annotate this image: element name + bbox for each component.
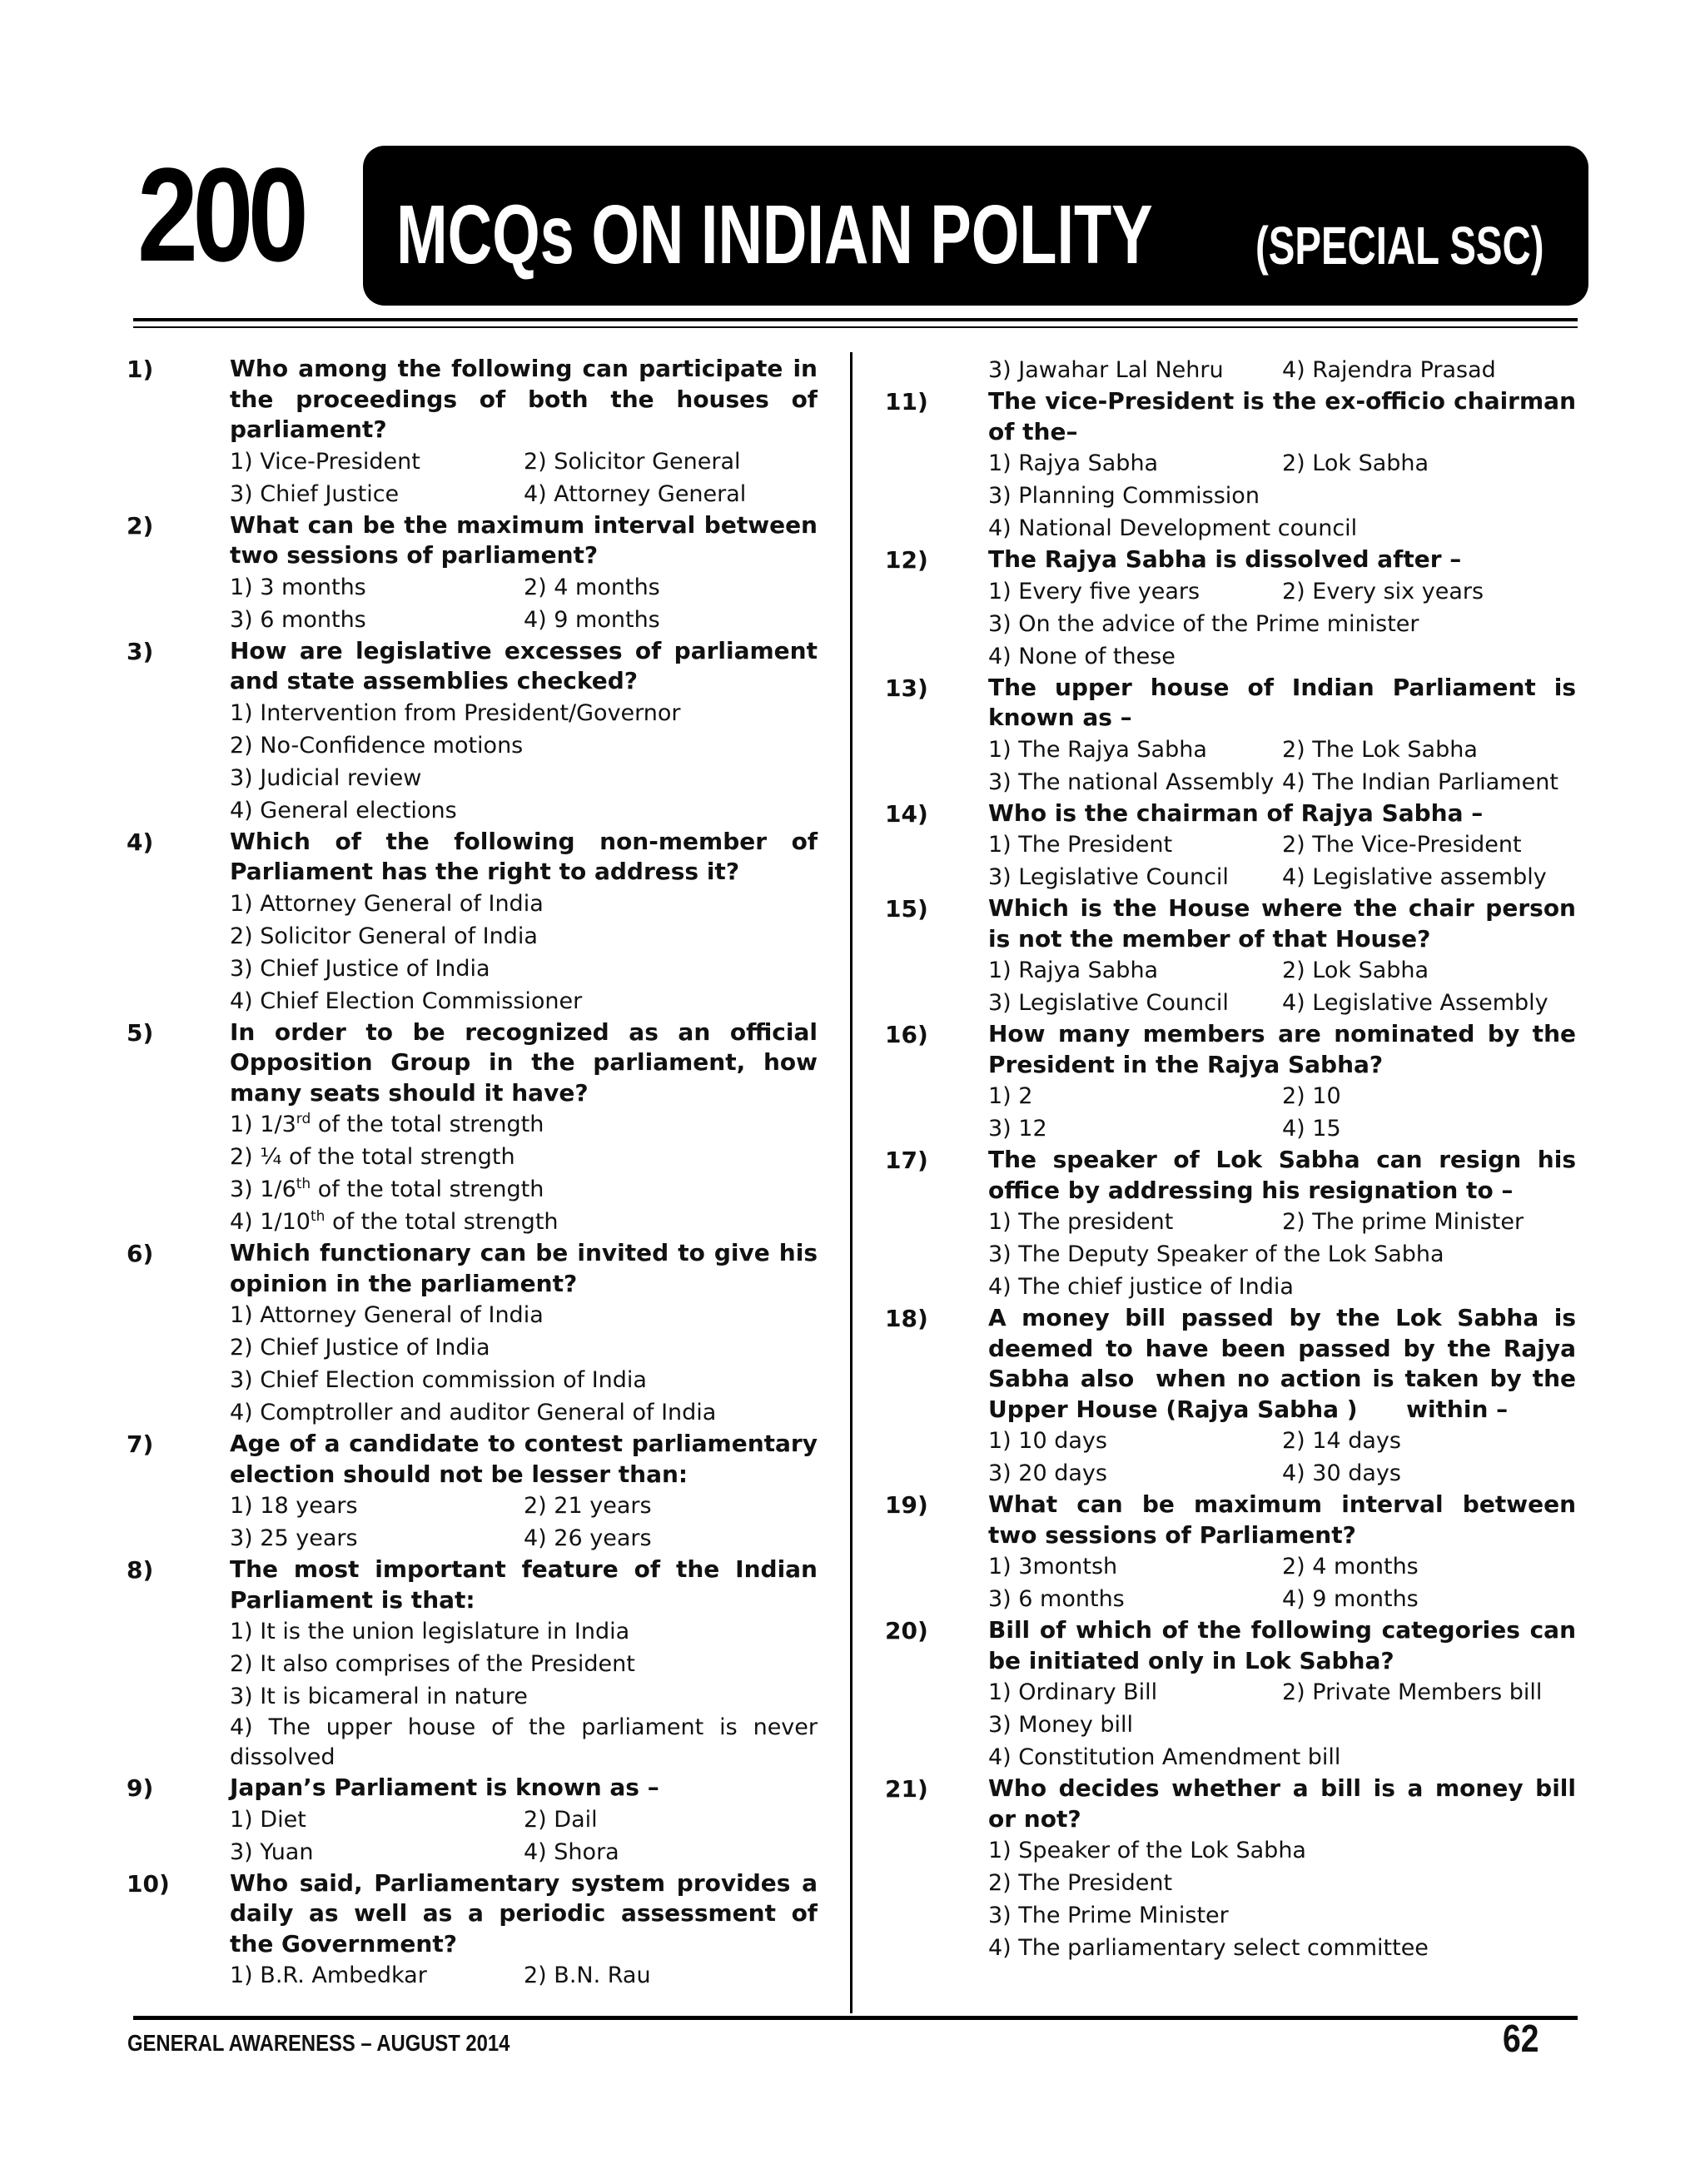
question-text: What can be the maximum interval between two sessions of parliament?	[230, 510, 818, 569]
option: 4) Legislative assembly	[1282, 864, 1547, 890]
option: 4) Legislative Assembly	[1282, 990, 1548, 1016]
option: 3) 12	[988, 1116, 1047, 1142]
option: 3) Jawahar Lal Nehru	[988, 357, 1224, 383]
option: 1) 1/3rd of the total strength	[230, 1111, 544, 1137]
question-number: 17)	[885, 1147, 928, 1174]
option: 1) 2	[988, 1083, 1033, 1109]
question-number: 8)	[127, 1556, 154, 1584]
question-text: Japan’s Parliament is known as –	[230, 1774, 659, 1801]
option: 2) It also comprises of the President	[230, 1651, 635, 1677]
option: 4) The chief justice of India	[988, 1274, 1294, 1300]
option: 2) The Lok Sabha	[1282, 736, 1478, 763]
question-19	[885, 1490, 1576, 1615]
option: 4) Rajendra Prasad	[1282, 357, 1496, 383]
option: 2) The prime Minister	[1282, 1209, 1524, 1235]
question-10-continued	[885, 354, 1576, 386]
question-number: 3)	[127, 637, 154, 665]
question-text: A money bill passed by the Lok Sabha is deemed to have been passed by the Rajya Sabha also when no action is taken by the Upper House (Rajya Sabha ) within –	[988, 1304, 1584, 1423]
left-column	[127, 354, 818, 1992]
question-15	[885, 893, 1576, 1019]
question-text: In order to be recognized as an official Opposition Group in the parliament, how many seats should it have?	[230, 1017, 818, 1107]
header-rule-thick	[133, 318, 1578, 321]
question-text: The vice-President is the ex-officio chairman of the–	[988, 387, 1576, 445]
option: 4) The upper house of the parliament is never dissolved	[230, 1714, 818, 1770]
question-2	[127, 510, 818, 636]
question-text: Who said, Parliamentary system provides a daily as well as a periodic assessment of the Government?	[230, 1868, 818, 1958]
option: 4) 1/10th of the total strength	[230, 1208, 559, 1235]
option: 1) Every five years	[988, 578, 1200, 604]
question-6	[127, 1238, 818, 1429]
right-column	[885, 354, 1584, 1964]
question-18	[885, 1303, 1584, 1490]
question-text: Which functionary can be invited to give his opinion in the parliament?	[230, 1239, 818, 1297]
question-4	[127, 827, 818, 1017]
option: 1) The Rajya Sabha	[988, 736, 1207, 763]
option: 3) Legislative Council	[988, 990, 1229, 1016]
option: 1) It is the union legislature in India	[230, 1619, 630, 1644]
option: 2) 4 months	[524, 574, 660, 600]
question-text: The speaker of Lok Sabha can resign his office by addressing his resignation to –	[988, 1146, 1576, 1204]
question-text: Which is the House where the chair person is not the member of that House?	[988, 894, 1576, 953]
question-number: 20)	[885, 1617, 928, 1644]
question-number: 14)	[885, 799, 928, 828]
question-text: Bill of which of the following categories can be initiated only in Lok Sabha?	[988, 1616, 1576, 1674]
question-number: 10)	[127, 1869, 170, 1898]
page-number: 62	[1503, 2017, 1539, 2060]
option: 3) Chief Election commission of India	[230, 1367, 647, 1393]
question-5	[127, 1017, 818, 1239]
question-number: 15)	[885, 895, 928, 923]
option: 4) 15	[1282, 1116, 1341, 1142]
question-21	[885, 1774, 1576, 1964]
question-3	[127, 636, 818, 827]
option: 2) Chief Justice of India	[230, 1335, 490, 1361]
option: 3) Legislative Council	[988, 864, 1229, 890]
question-text: What can be maximum interval between two sessions of Parliament?	[988, 1490, 1576, 1549]
question-number: 13)	[885, 674, 928, 702]
option: 1) Attorney General of India	[230, 890, 544, 917]
option: 1) Rajya Sabha	[988, 958, 1159, 983]
question-number: 9)	[127, 1774, 154, 1802]
question-text: The upper house of Indian Parliament is known as –	[988, 673, 1576, 731]
column-divider	[850, 352, 852, 2013]
question-number: 4)	[127, 828, 154, 856]
question-number: 19)	[885, 1491, 928, 1519]
question-text: Who among the following can participate in the proceedings of both the houses of parliament?	[230, 355, 818, 443]
option: 4) General elections	[230, 797, 457, 823]
option: 3) On the advice of the Prime minister	[988, 610, 1419, 637]
question-12	[885, 545, 1576, 673]
question-14	[885, 798, 1576, 894]
header-rule-thin	[133, 326, 1578, 328]
question-7	[127, 1429, 818, 1555]
question-number: 18)	[885, 1305, 928, 1332]
option: 4) Shora	[524, 1838, 619, 1865]
option: 2) ¼ of the total strength	[230, 1144, 515, 1170]
option: 2) Solicitor General of India	[230, 923, 538, 949]
option: 2) 10	[1282, 1083, 1341, 1109]
option: 3) Chief Justice of India	[230, 955, 490, 982]
option: 4) 26 years	[524, 1525, 652, 1551]
question-text: The Rajya Sabha is dissolved after –	[988, 545, 1462, 573]
option: 3) 6 months	[230, 606, 366, 633]
question-text: How many members are nominated by the President in the Rajya Sabha?	[988, 1020, 1576, 1078]
option: 3) Yuan	[230, 1838, 314, 1865]
option: 4) None of these	[988, 643, 1176, 669]
option: 1) Rajya Sabha	[988, 450, 1159, 476]
option: 4) Attorney General	[524, 480, 747, 507]
option: 1) The President	[988, 832, 1173, 858]
question-13	[885, 673, 1576, 798]
option: 2) 14 days	[1282, 1428, 1401, 1454]
option: 1) 3montsh	[988, 1554, 1118, 1580]
question-1	[127, 354, 818, 510]
option: 1) Speaker of the Lok Sabha	[988, 1838, 1306, 1863]
question-text: How are legislative excesses of parliament and state assemblies checked?	[230, 636, 818, 694]
question-9	[127, 1773, 818, 1868]
option: 4) Constitution Amendment bill	[988, 1744, 1341, 1770]
option: 2) 21 years	[524, 1493, 652, 1519]
footer-rule	[133, 2016, 1578, 2020]
option: 3) 20 days	[988, 1460, 1107, 1486]
question-text: Age of a candidate to contest parliamentary election should not be lesser than:	[230, 1430, 818, 1488]
question-text: Which of the following non-member of Parliament has the right to address it?	[230, 827, 818, 885]
question-16	[885, 1019, 1576, 1145]
question-number: 16)	[885, 1021, 928, 1048]
header-title: MCQs ON INDIAN POLITY	[396, 188, 1153, 281]
option: 3) 25 years	[230, 1525, 358, 1551]
question-number: 1)	[127, 356, 154, 383]
question-text: Who is the chairman of Rajya Sabha –	[988, 798, 1484, 827]
option: 1) Intervention from President/Governor	[230, 699, 681, 726]
option: 3) Money bill	[988, 1712, 1134, 1738]
question-number: 11)	[885, 388, 928, 415]
option: 2) 4 months	[1282, 1554, 1419, 1580]
option: 1) The president	[988, 1209, 1174, 1235]
question-text: Who decides whether a bill is a money bill or not?	[988, 1774, 1576, 1833]
option: 4) 30 days	[1282, 1460, 1401, 1486]
option: 4) 9 months	[524, 606, 660, 633]
header-subtitle: (SPECIAL SSC)	[1255, 216, 1544, 276]
option: 3) 1/6th of the total strength	[230, 1176, 544, 1202]
option: 1) Ordinary Bill	[988, 1679, 1158, 1705]
option: 4) The Indian Parliament	[1282, 769, 1558, 795]
option: 4) The parliamentary select committee	[988, 1935, 1429, 1961]
option: 3) Chief Justice	[230, 480, 400, 507]
question-8	[127, 1555, 818, 1773]
option: 3) 6 months	[988, 1586, 1125, 1612]
question-number: 6)	[127, 1240, 154, 1267]
option: 1) 18 years	[230, 1493, 358, 1519]
option: 3) Judicial review	[230, 764, 422, 791]
option: 1) 10 days	[988, 1428, 1107, 1454]
question-number: 21)	[885, 1775, 928, 1803]
option: 3) The Deputy Speaker of the Lok Sabha	[988, 1241, 1444, 1267]
question-number: 5)	[127, 1018, 154, 1047]
footer-publication: GENERAL AWARENESS – AUGUST 2014	[127, 2030, 510, 2056]
option: 3) It is bicameral in nature	[230, 1684, 528, 1709]
option: 2) Every six years	[1282, 578, 1484, 604]
option: 2) Dail	[524, 1806, 598, 1833]
option: 2) No-Confidence motions	[230, 732, 524, 759]
option: 2) Lok Sabha	[1282, 958, 1429, 983]
option: 1) Diet	[230, 1806, 306, 1833]
option: 1) 3 months	[230, 574, 366, 600]
option: 2) The Vice-President	[1282, 832, 1522, 858]
option: 1) Attorney General of India	[230, 1302, 544, 1328]
option: 3) Planning Commission	[988, 483, 1260, 509]
option: 3) The Prime Minister	[988, 1903, 1229, 1928]
header-number: 200	[137, 140, 304, 289]
option: 2) The President	[988, 1870, 1173, 1896]
question-20	[885, 1615, 1576, 1774]
option: 3) The national Assembly	[988, 769, 1275, 795]
option: 1) B.R. Ambedkar	[230, 1963, 427, 1988]
question-text: The most important feature of the Indian Parliament is that:	[230, 1555, 818, 1614]
question-number: 7)	[127, 1430, 154, 1458]
option: 4) Comptroller and auditor General of India	[230, 1400, 717, 1425]
question-17	[885, 1145, 1576, 1303]
option: 4) 9 months	[1282, 1586, 1419, 1612]
question-number: 12)	[885, 546, 928, 574]
option: 1) Vice-President	[230, 448, 420, 475]
question-number: 2)	[127, 511, 154, 540]
option: 4) Chief Election Commissioner	[230, 988, 583, 1014]
option: 2) Private Members bill	[1282, 1679, 1543, 1705]
question-11	[885, 386, 1576, 545]
option: 4) National Development council	[988, 515, 1358, 541]
option: 2) Lok Sabha	[1282, 450, 1429, 476]
option: 2) B.N. Rau	[524, 1963, 651, 1988]
option: 2) Solicitor General	[524, 448, 741, 475]
question-10	[127, 1868, 818, 1992]
